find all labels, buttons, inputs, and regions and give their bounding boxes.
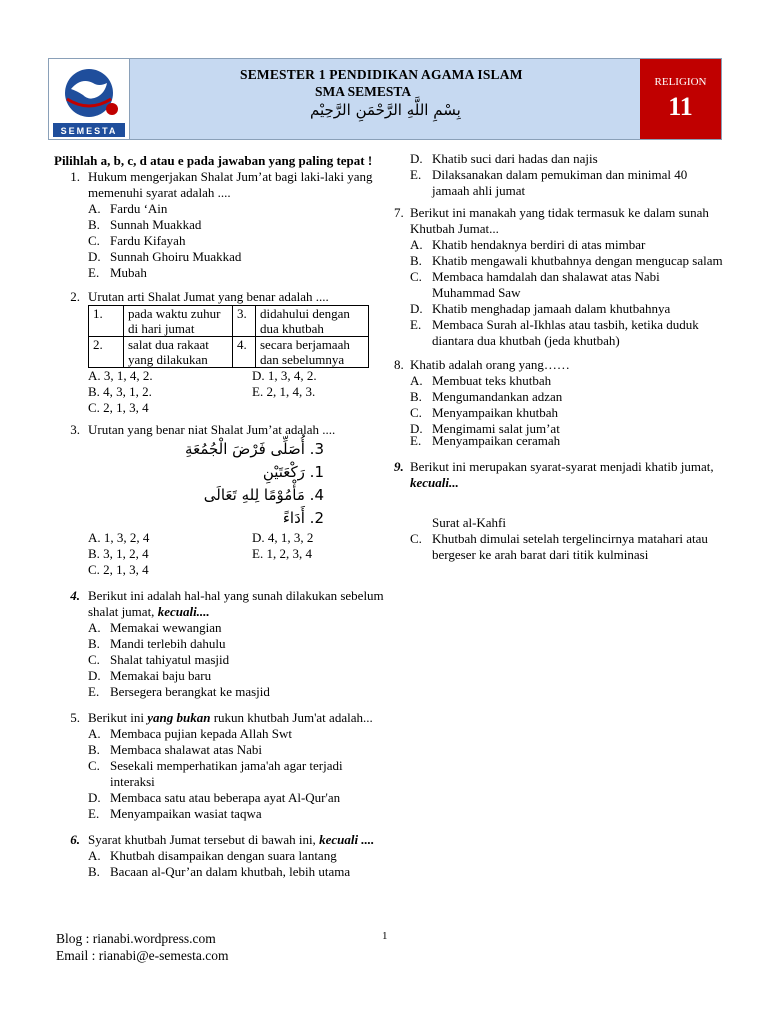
option-a: A. 1, 3, 2, 4 — [88, 530, 150, 545]
q-number: 9. — [394, 459, 404, 474]
option-d: D. Sunnah Ghoiru Muakkad — [88, 249, 242, 264]
option-d: D. Membaca satu atau beberapa ayat Al-Qur'an — [88, 790, 341, 805]
table-cell: didahului dengan dua khutbah — [256, 306, 369, 337]
page-number: 1 — [382, 930, 388, 942]
table-cell: 2. — [89, 337, 124, 368]
option-d: D. 4, 1, 3, 2 — [252, 530, 314, 545]
option-c: C. 2, 1, 3, 4 — [88, 400, 149, 415]
question-1 — [54, 169, 384, 281]
school-name: SMA SEMESTA — [315, 84, 412, 99]
q-text: Khatib adalah orang yang…… — [410, 357, 570, 372]
question-5 — [54, 710, 384, 822]
option-e: E. Mubah — [88, 265, 147, 280]
q-text: Berikut ini merupakan syarat-syarat menjadi khatib jumat, — [410, 459, 714, 474]
grade-label: 11 — [668, 92, 693, 121]
q-emphasis: kecuali.... — [157, 604, 210, 619]
q-text: Berikut ini manakah yang tidak termasuk ke dalam sunah Khutbah Jumat... — [410, 205, 709, 236]
question-8 — [394, 357, 724, 449]
table-cell: 3. — [233, 306, 256, 337]
q-number: 5. — [70, 710, 80, 725]
option-a: A. Khutbah disampaikan dengan suara lantang — [88, 848, 337, 863]
option-c: C. Sesekali memperhatikan jama'ah agar terjadi interaksi — [88, 758, 343, 789]
q-text: Syarat khutbah Jumat tersebut di bawah ini, — [88, 832, 316, 847]
option-a: A. Khatib hendaknya berdiri di atas mimbar — [410, 237, 646, 252]
option-e: E. 2, 1, 4, 3. — [252, 384, 316, 399]
subject-label: RELIGION — [654, 76, 707, 88]
table-cell: 4. — [233, 337, 256, 368]
school-logo — [49, 59, 130, 139]
option-a: A. Membuat teks khutbah — [410, 373, 552, 388]
title-band — [130, 59, 640, 139]
option-b: B. 3, 1, 2, 4 — [88, 546, 149, 561]
option-e: E. Bersegera berangkat ke masjid — [88, 684, 270, 699]
q-text: Berikut ini — [88, 710, 144, 725]
option-d: D. Mengimami salat jum’at — [410, 421, 560, 436]
option-c: C. Fardu Kifayah — [88, 233, 186, 248]
q-text: rukun khutbah Jum'at adalah... — [213, 710, 373, 725]
left-column — [54, 153, 384, 880]
instruction: Pilihlah a, b, c, d atau e pada jawaban yang paling tepat ! — [54, 153, 373, 168]
arabic-line: 2. أَدَاءً — [282, 509, 324, 527]
table-cell: secara berjamaah dan sebelumnya — [256, 337, 369, 368]
q-number: 4. — [70, 588, 80, 603]
q-text: Berikut ini adalah hal-hal yang sunah dilakukan sebelum shalat jumat, — [88, 588, 384, 619]
meaning-table — [88, 305, 369, 368]
option-a: A. 3, 1, 4, 2. — [88, 368, 153, 383]
table-cell: pada waktu zuhur di hari jumat — [124, 306, 233, 337]
q-number: 1. — [70, 169, 80, 184]
option-b: B. Membaca shalawat atas Nabi — [88, 742, 262, 757]
right-column — [394, 151, 724, 563]
option-e: E. Menyampaikan ceramah — [410, 433, 561, 448]
q-text: Hukum mengerjakan Shalat Jum’at bagi laki-laki yang memenuhi syarat adalah .... — [88, 169, 373, 200]
page-header — [48, 58, 722, 140]
question-9 — [394, 459, 724, 563]
option-a: A. Fardu ‘Ain — [88, 201, 168, 216]
option-b: B. Sunnah Muakkad — [88, 217, 202, 232]
option-e: E. Menyampaikan wasiat taqwa — [88, 806, 262, 821]
basmalah-text: بِسْمِ اللَّهِ الرَّحْمَنِ الرَّحِيْم — [310, 101, 461, 119]
option-b: B. 4, 3, 1, 2. — [88, 384, 152, 399]
q-number: 6. — [70, 832, 80, 847]
option-c: C. Shalat tahiyatul masjid — [88, 652, 230, 667]
option-e: E. 1, 2, 3, 4 — [252, 546, 312, 561]
table-cell: salat dua rakaat yang dilakukan — [124, 337, 233, 368]
logo-text: SEMESTA — [60, 126, 118, 136]
option-fragment: Surat al-Kahfi — [432, 515, 507, 530]
option-a: A. Membaca pujian kepada Allah Swt — [88, 726, 292, 741]
q-emphasis: yang bukan — [147, 710, 211, 725]
option-d: D. 1, 3, 4, 2. — [252, 368, 317, 383]
option-e: E. Dilaksanakan dalam pemukiman dan minimal 40 jamaah ahli jumat — [410, 167, 688, 198]
option-d: D. Memakai baju baru — [88, 668, 212, 683]
q-emphasis: kecuali .... — [319, 832, 375, 847]
option-c: C. Membaca hamdalah dan shalawat atas Nabi Muhammad Saw — [410, 269, 660, 300]
question-6 — [54, 832, 384, 880]
globe-logo-icon — [49, 59, 129, 139]
arabic-line: 3. أُصَلِّى فَرْضَ الْجُمُعَةِ — [185, 440, 324, 458]
option-b: B. Bacaan al-Qur’an dalam khutbah, lebih utama — [88, 864, 351, 879]
page-footer — [56, 930, 229, 964]
q-text: Urutan arti Shalat Jumat yang benar adalah .... — [88, 289, 329, 304]
q-number: 3. — [70, 422, 80, 437]
arabic-niat — [104, 438, 384, 530]
arabic-line: 1. رَكْعَتَيْنِ — [262, 463, 324, 481]
arabic-line: 4. مَأْمُوْمًا لِلهِ تَعَالَى — [203, 486, 324, 504]
question-4 — [54, 588, 384, 700]
q-number: 7. — [394, 205, 404, 220]
blog-link[interactable]: Blog : rianabi.wordpress.com — [56, 931, 216, 946]
q-number: 2. — [70, 289, 80, 304]
question-6-cont — [410, 151, 724, 199]
table-row — [89, 306, 369, 337]
q-number: 8. — [394, 357, 404, 372]
option-c: C. 2, 1, 3, 4 — [88, 562, 149, 577]
exam-title: SEMESTER 1 PENDIDIKAN AGAMA ISLAM — [240, 67, 523, 82]
option-b: B. Mandi terlebih dahulu — [88, 636, 226, 651]
q-emphasis: kecuali... — [410, 475, 459, 490]
question-2 — [54, 289, 384, 416]
option-d: D. Khatib menghadap jamaah dalam khutbahnya — [410, 301, 671, 316]
option-c: C. Khutbah dimulai setelah tergelincirnya matahari atau bergeser ke arah barat dari titik kulminasi — [410, 531, 708, 562]
option-b: B. Mengumandankan adzan — [410, 389, 563, 404]
table-cell: 1. — [89, 306, 124, 337]
email-link[interactable]: Email : rianabi@e-semesta.com — [56, 948, 229, 963]
option-b: B. Khatib mengawali khutbahnya dengan mengucap salam — [410, 253, 723, 268]
option-c: C. Menyampaikan khutbah — [410, 405, 558, 420]
table-row — [89, 337, 369, 368]
option-a: A. Memakai wewangian — [88, 620, 222, 635]
question-7 — [394, 205, 724, 349]
q-text: Urutan yang benar niat Shalat Jum’at adalah .... — [88, 422, 336, 437]
question-3 — [54, 422, 384, 578]
option-d: D. Khatib suci dari hadas dan najis — [410, 151, 598, 166]
option-e: E. Membaca Surah al-Ikhlas atau tasbih, ketika duduk diantara dua khutbah (jeda khutbah) — [410, 317, 699, 348]
subject-box — [640, 59, 721, 139]
